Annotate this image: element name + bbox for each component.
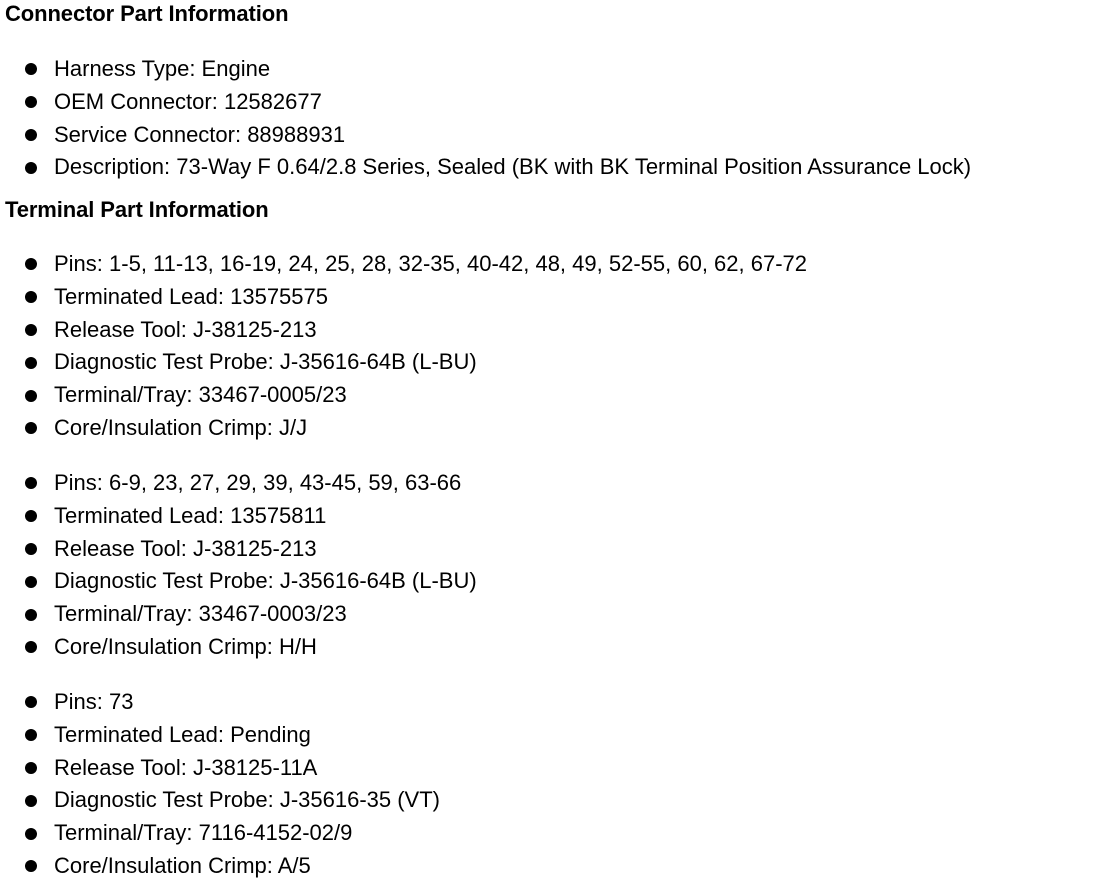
bullet-icon (25, 795, 37, 807)
bullet-icon (25, 762, 37, 774)
bullet-icon (25, 357, 37, 369)
bullet-icon (25, 696, 37, 708)
bullet-icon (25, 390, 37, 402)
release-tool-text: Release Tool: J-38125-213 (54, 535, 317, 561)
bullet-icon (25, 129, 37, 141)
terminal-part-information-heading: Terminal Part Information (5, 197, 269, 222)
terminal-tray-text: Terminal/Tray: 33467-0005/23 (54, 382, 347, 408)
diagnostic-test-probe-text: Diagnostic Test Probe: J-35616-64B (L-BU) (54, 568, 477, 594)
terminated-lead-text: Terminated Lead: 13575575 (54, 283, 328, 309)
bullet-icon (25, 543, 37, 555)
release-tool-text: Release Tool: J-38125-11A (54, 754, 318, 780)
terminal-tray-text: Terminal/Tray: 7116-4152-02/9 (54, 820, 353, 846)
core-insulation-crimp-text: Core/Insulation Crimp: J/J (54, 414, 308, 440)
pins-text: Pins: 73 (54, 689, 134, 714)
terminated-lead-text: Terminated Lead: 13575811 (54, 502, 327, 528)
bullet-icon (25, 729, 37, 741)
bullet-icon (25, 291, 37, 303)
service-connector-text: Service Connector: 88988931 (54, 121, 346, 147)
bullet-icon (25, 477, 37, 489)
bullet-icon (25, 609, 37, 621)
bullet-icon (25, 63, 37, 75)
bullet-icon (25, 641, 37, 653)
bullet-icon (25, 96, 37, 108)
diagnostic-test-probe-text: Diagnostic Test Probe: J-35616-64B (L-BU) (54, 349, 477, 375)
bullet-icon (25, 510, 37, 522)
oem-connector-text: OEM Connector: 12582677 (54, 88, 322, 114)
bullet-icon (25, 324, 37, 336)
bullet-icon (25, 860, 37, 872)
connector-part-information-heading: Connector Part Information (5, 1, 289, 26)
bullet-icon (25, 576, 37, 588)
core-insulation-crimp-text: Core/Insulation Crimp: H/H (54, 633, 317, 659)
diagnostic-test-probe-text: Diagnostic Test Probe: J-35616-35 (VT) (54, 787, 440, 813)
release-tool-text: Release Tool: J-38125-213 (54, 316, 317, 342)
terminal-tray-text: Terminal/Tray: 33467-0003/23 (54, 601, 347, 627)
core-insulation-crimp-text: Core/Insulation Crimp: A/5 (54, 852, 311, 878)
pins-text: Pins: 1-5, 11-13, 16-19, 24, 25, 28, 32-35, 40-42, 48, 49, 52-55, 60, 62, 67-72 (54, 251, 808, 276)
bullet-icon (25, 162, 37, 174)
terminated-lead-text: Terminated Lead: Pending (54, 721, 311, 747)
harness-type-text: Harness Type: Engine (54, 56, 271, 81)
bullet-icon (25, 258, 37, 270)
bullet-icon (25, 422, 37, 434)
bullet-icon (25, 828, 37, 840)
pins-text: Pins: 6-9, 23, 27, 29, 39, 43-45, 59, 63-66 (54, 470, 462, 495)
description-text: Description: 73-Way F 0.64/2.8 Series, Sealed (BK with BK Terminal Position Assurance Lock) (54, 154, 972, 180)
